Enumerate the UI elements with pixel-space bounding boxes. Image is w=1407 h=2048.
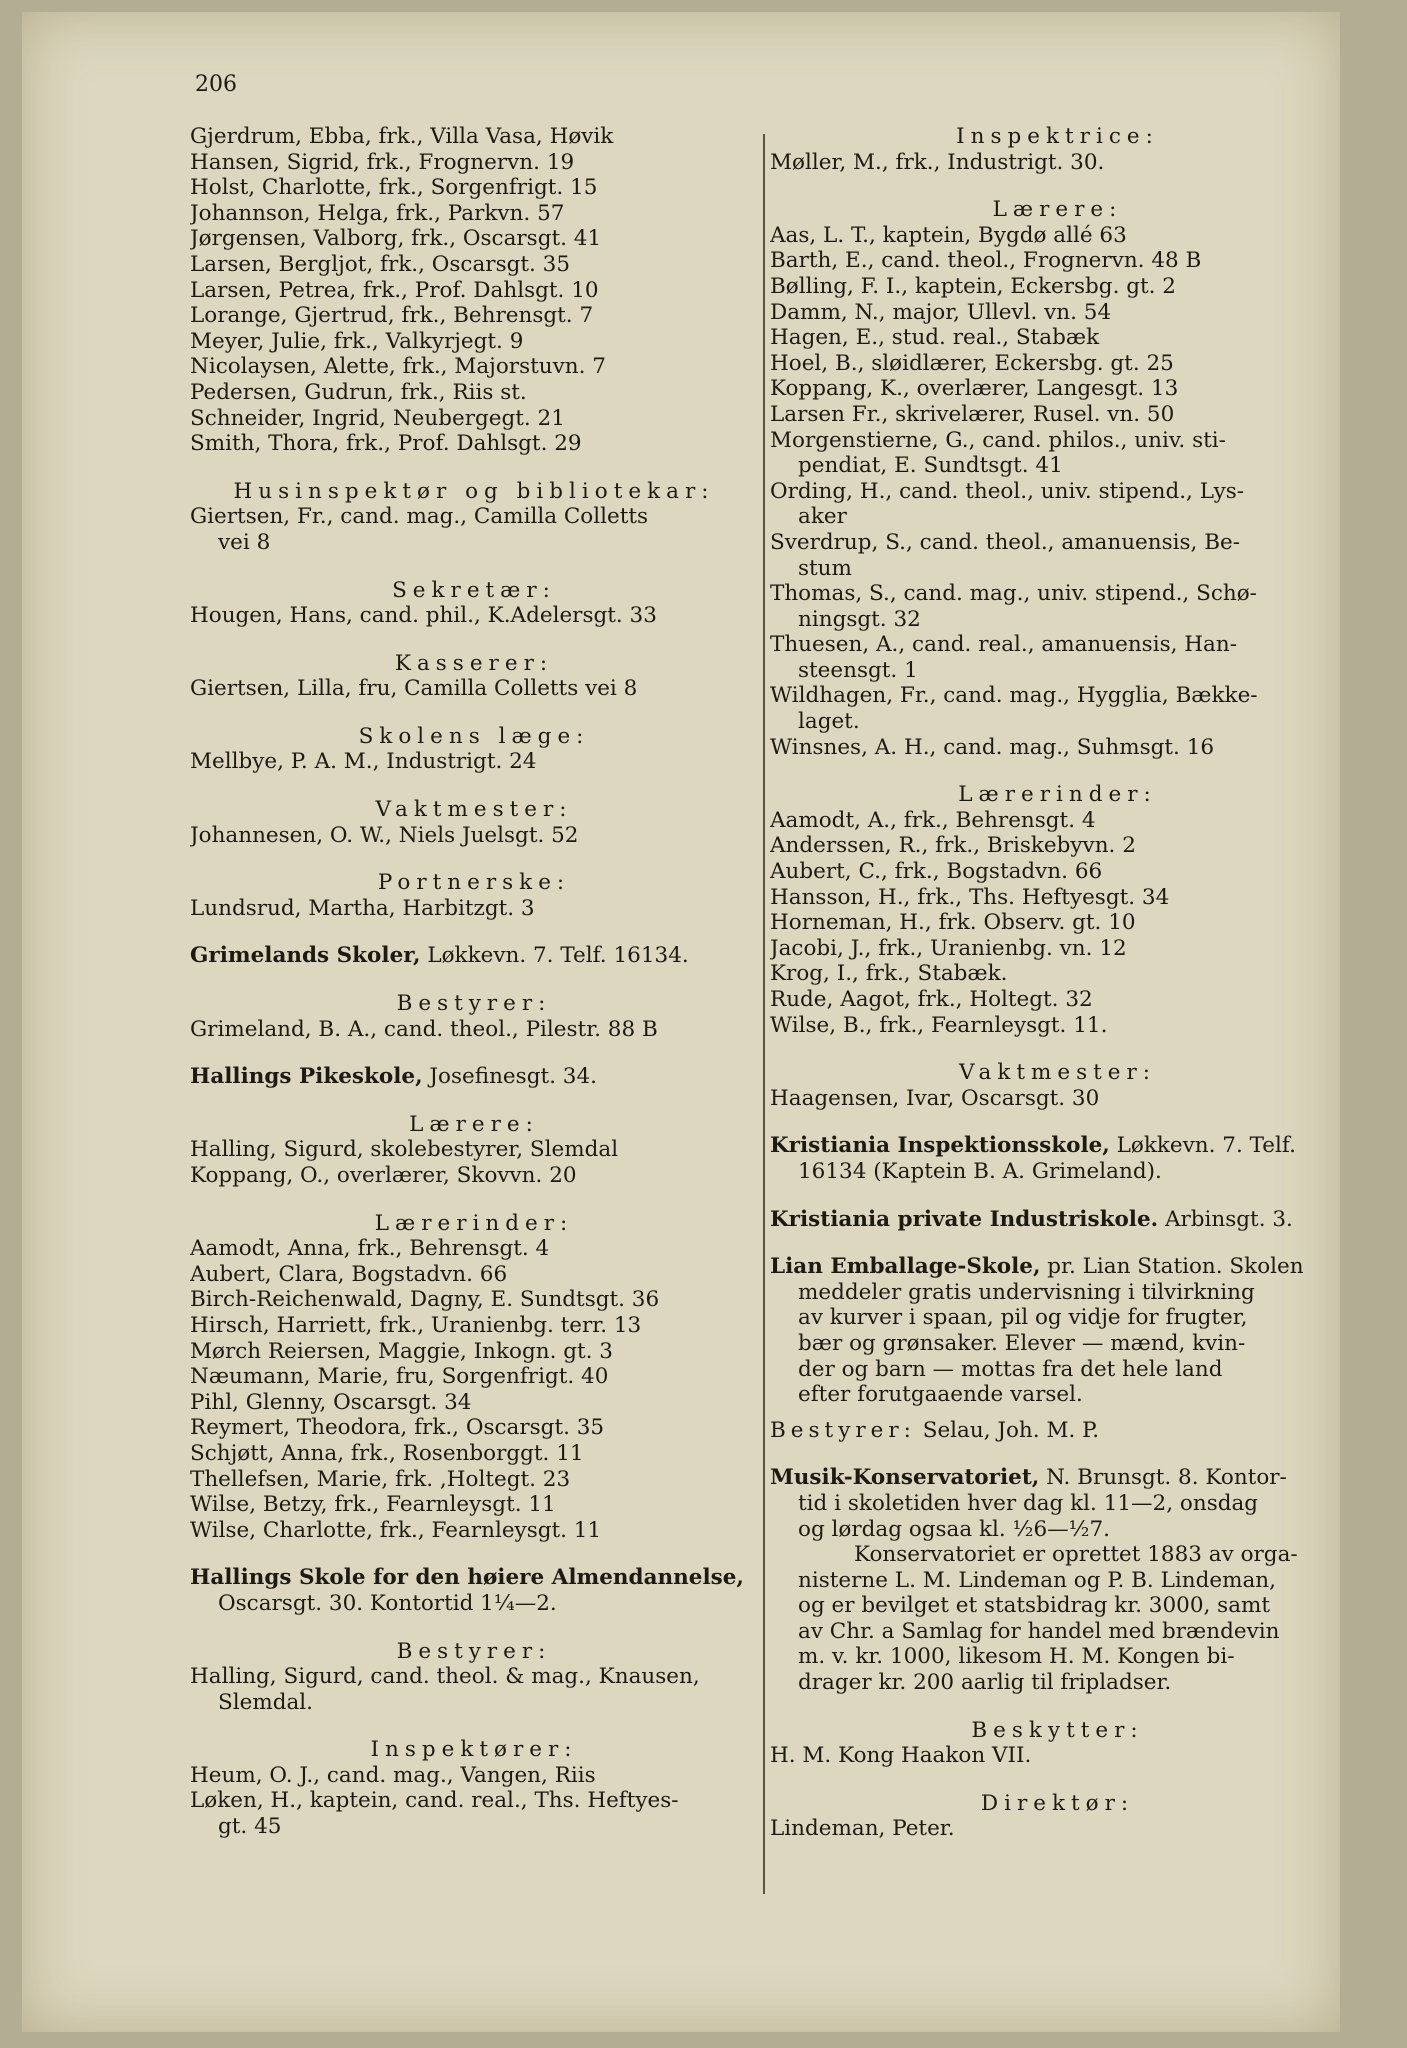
list-item: Hansen, Sigrid, frk., Frognervn. 19 [190,149,575,175]
left-column [190,124,758,1840]
column-divider [763,134,765,1894]
school-address: pr. Lian Station. Skolen [1040,1254,1304,1280]
list-item: Bølling, F. I., kaptein, Eckersbg. gt. 2 [770,273,1176,299]
list-item: Barth, E., cand. theol., Frognervn. 48 B [770,248,1202,274]
list-item: Krog, I., frk., Stabæk. [770,961,1008,987]
list-item: Koppang, K., overlærer, Langesgt. 13 [770,376,1179,402]
paragraph-line: m. v. kr. 1000, likesom H. M. Kongen bi- [798,1644,1235,1670]
list-item: vei 8 [218,529,271,555]
list-item: Jacobi, J., frk., Uranienbg. vn. 12 [770,935,1127,961]
list-item: Mørch Reiersen, Maggie, Inkogn. gt. 3 [190,1338,613,1364]
list-item: Nicolaysen, Alette, frk., Majorstuvn. 7 [190,354,606,380]
section-heading: Lærerinder: [958,782,1157,808]
list-item: Grimeland, B. A., cand. theol., Pilestr. 88 B [190,1016,658,1042]
list-item: Smith, Thora, frk., Prof. Dahlsgt. 29 [190,431,582,457]
paragraph-line: drager kr. 200 aarlig til fripladser. [798,1670,1172,1696]
list-item-continuation: aker [798,504,847,530]
list-item: Winsnes, A. H., cand. mag., Suhmsgt. 16 [770,734,1215,760]
list-item: Jørgensen, Valborg, frk., Oscarsgt. 41 [190,226,602,252]
paragraph-line: meddeler gratis undervisning i tilvirkning [798,1279,1255,1305]
list-item: Møller, M., frk., Industrigt. 30. [770,149,1105,175]
list-item: Damm, N., major, Ullevl. vn. 54 [770,299,1112,325]
school-address: Løkkevn. 7. Telf. [1109,1133,1296,1159]
school-entry-hallings-pikeskole [190,1064,758,1090]
list-item: Holst, Charlotte, frk., Sorgenfrigt. 15 [190,175,598,201]
school-entry-hallings-skole [190,1565,758,1591]
list-item: Birch-Reichenwald, Dagny, E. Sundtsgt. 36 [190,1287,660,1313]
list-item: Johannesen, O. W., Niels Juelsgt. 52 [190,822,579,848]
list-item: Wilse, Betzy, frk., Fearnleysgt. 11 [190,1492,556,1518]
section-heading: Lærere: [409,1111,539,1137]
section-heading: Beskytter: [971,1717,1144,1743]
school-name: Musik-Konservatoriet, [770,1465,1040,1491]
paragraph-line: tid i skoletiden hver dag kl. 11—2, onsdag [798,1490,1259,1516]
section-heading: Inspektrice: [956,124,1159,149]
list-item: Lundsrud, Martha, Harbitzgt. 3 [190,895,535,921]
list-item: Larsen Fr., skrivelærer, Rusel. vn. 50 [770,401,1175,427]
section-heading: Kasserer: [394,650,554,676]
list-item: Rude, Aagot, frk., Holtegt. 32 [770,987,1093,1012]
section-heading: Direktør: [980,1790,1135,1816]
list-item: Thuesen, A., cand. real., amanuensis, Han- [770,632,1237,658]
list-item: Næumann, Marie, fru, Sorgenfrigt. 40 [190,1364,609,1390]
school-entry-lian [770,1254,1345,1280]
section-heading: Inspektører: [370,1737,578,1763]
school-name: Hallings Skole for den høiere Almendannelse, [190,1565,744,1591]
list-item: Thomas, S., cand. mag., univ. stipend., Schø- [770,581,1257,607]
list-item: Pedersen, Gudrun, frk., Riis st. [190,379,527,405]
section-heading: Lærerinder: [374,1210,574,1236]
bestyrer-line [770,1418,1345,1444]
section-heading: Lærere: [992,197,1123,223]
list-item: Lindeman, Peter. [770,1816,955,1842]
list-item: Aamodt, A., frk., Behrensgt. 4 [770,807,1096,833]
list-item: Wildhagen, Fr., cand. mag., Hygglia, Bække- [770,683,1258,709]
school-address: N. Brunsgt. 8. Kontor- [1039,1465,1287,1491]
paragraph-line: der og barn — mottas fra det hele land [798,1356,1223,1382]
list-item: Heum, O. J., cand. mag., Vangen, Riis [190,1762,596,1788]
school-entry-grimelands [190,943,758,969]
list-item: Aas, L. T., kaptein, Bygdø allé 63 [770,222,1127,248]
school-name: Hallings Pikeskole, [190,1064,423,1090]
list-item: Løken, H., kaptein, cand. real., Ths. Heftyes- [190,1788,679,1814]
list-item: Schjøtt, Anna, frk., Rosenborggt. 11 [190,1440,584,1466]
section-heading: Vaktmester: [375,797,573,823]
school-entry-musik-konservatoriet [770,1465,1345,1491]
list-item: Hirsch, Harriett, frk., Uranienbg. terr. 13 [190,1312,642,1338]
list-item-continuation: ningsgt. 32 [798,606,921,632]
list-item: Hagen, E., stud. real., Stabæk [770,325,1100,351]
paragraph-line: Konservatoriet er oprettet 1883 av orga- [854,1542,1298,1568]
school-address: Oscarsgt. 30. Kontortid 1¼—2. [218,1590,557,1616]
school-address: Josefinesgt. 34. [422,1064,597,1090]
school-address: Løkkevn. 7. Telf. 16134. [420,943,689,969]
school-name: Kristiania Inspektionsskole, [770,1133,1110,1159]
paragraph-line: bær og grønsaker. Elever — mænd, kvin- [798,1330,1246,1356]
page-number: 206 [195,72,237,97]
list-item: H. M. Kong Haakon VII. [770,1743,1032,1769]
list-item: Haagensen, Ivar, Oscarsgt. 30 [770,1085,1100,1111]
list-item-continuation: pendiat, E. Sundtsgt. 41 [798,453,1063,479]
list-item: Larsen, Bergljot, frk., Oscarsgt. 35 [190,251,571,277]
paragraph-line: av Chr. a Samlag for handel med brændevin [798,1618,1280,1644]
list-item: gt. 45 [218,1814,282,1840]
section-heading: Bestyrer: [396,991,552,1017]
list-item: Morgenstierne, G., cand. philos., univ. sti- [770,427,1226,453]
list-item: Hansson, H., frk., Ths. Heftyesgt. 34 [770,884,1170,910]
section-heading: Skolens læge: [358,723,590,749]
list-item: Selau, Joh. M. P. [915,1417,1100,1443]
list-item: Giertsen, Fr., cand. mag., Camilla Colletts [190,504,649,530]
section-heading: Bestyrer: [396,1638,552,1664]
section-heading: Husinspektør og bibliotekar: [233,478,715,504]
list-item: Ording, H., cand. theol., univ. stipend., Lys- [770,478,1245,504]
paragraph-line: efter forutgaaende varsel. [798,1382,1083,1408]
list-item: Gjerdrum, Ebba, frk., Villa Vasa, Høvik [190,124,614,149]
list-item: Horneman, H., frk. Observ. gt. 10 [770,910,1136,936]
list-item-continuation: stum [798,555,852,581]
list-item: Reymert, Theodora, frk., Oscarsgt. 35 [190,1415,605,1441]
section-heading: Sekretær: [392,577,556,603]
list-item: Giertsen, Lilla, fru, Camilla Colletts vei 8 [190,676,638,702]
list-item: Wilse, Charlotte, frk., Fearnleysgt. 11 [190,1517,602,1543]
list-item: Pihl, Glenny, Oscarsgt. 34 [190,1389,472,1415]
list-item: Aubert, Clara, Bogstadvn. 66 [190,1261,508,1287]
list-item: Hougen, Hans, cand. phil., K.Adelersgt. 33 [190,603,657,629]
paragraph-line: av kurver i spaan, pil og vidje for frugter, [798,1305,1248,1331]
list-item: Larsen, Petrea, frk., Prof. Dahlsgt. 10 [190,277,599,303]
list-item: Lorange, Gjertrud, frk., Behrensgt. 7 [190,303,594,329]
list-item-continuation: laget. [798,709,860,735]
section-heading: Vaktmester: [958,1060,1157,1086]
school-name: Lian Emballage-Skole, [770,1254,1041,1280]
list-item: Johannson, Helga, frk., Parkvn. 57 [190,200,565,226]
list-item: Thellefsen, Marie, frk. ,Holtegt. 23 [190,1466,571,1492]
list-item: Meyer, Julie, frk., Valkyrjegt. 9 [190,328,524,354]
section-heading: Portnerske: [377,870,571,896]
list-item: Sverdrup, S., cand. theol., amanuensis, Be- [770,529,1241,555]
list-item: Schneider, Ingrid, Neubergegt. 21 [190,405,565,431]
list-item: Wilse, B., frk., Fearnleysgt. 11. [770,1012,1108,1038]
list-item-continuation: steensgt. 1 [798,657,918,683]
school-entry-industriskole [770,1207,1345,1233]
list-item: Aubert, C., frk., Bogstadvn. 66 [770,859,1103,885]
paragraph-line: og er bevilget et statsbidrag kr. 3000, samt [798,1593,1271,1619]
list-item: Aamodt, Anna, frk., Behrensgt. 4 [190,1236,550,1262]
list-item: Halling, Sigurd, skolebestyrer, Slemdal [190,1137,619,1163]
right-column [770,124,1345,1842]
list-item: Mellbye, P. A. M., Industrigt. 24 [190,749,537,775]
list-item-continuation: 16134 (Kaptein B. A. Grimeland). [798,1158,1162,1184]
paragraph-line: nisterne L. M. Lindeman og P. B. Lindeman, [798,1567,1276,1593]
school-name: Grimelands Skoler, [190,943,421,969]
list-item: Hoel, B., sløidlærer, Eckersbg. gt. 25 [770,350,1174,376]
names-list-top [190,124,758,457]
list-item: Halling, Sigurd, cand. theol. & mag., Knausen, [190,1664,700,1690]
list-item: Anderssen, R., frk., Briskebyvn. 2 [770,833,1136,859]
section-heading: Bestyrer: [770,1417,916,1443]
school-name: Kristiania private Industriskole. [770,1206,1159,1232]
school-entry-inspektionsskole [770,1133,1345,1159]
school-address: Arbinsgt. 3. [1158,1206,1293,1232]
list-item: Koppang, O., overlærer, Skovvn. 20 [190,1163,577,1188]
paragraph-line: og lørdag ogsaa kl. ½6—½7. [798,1516,1110,1542]
list-item: Slemdal. [218,1689,314,1715]
